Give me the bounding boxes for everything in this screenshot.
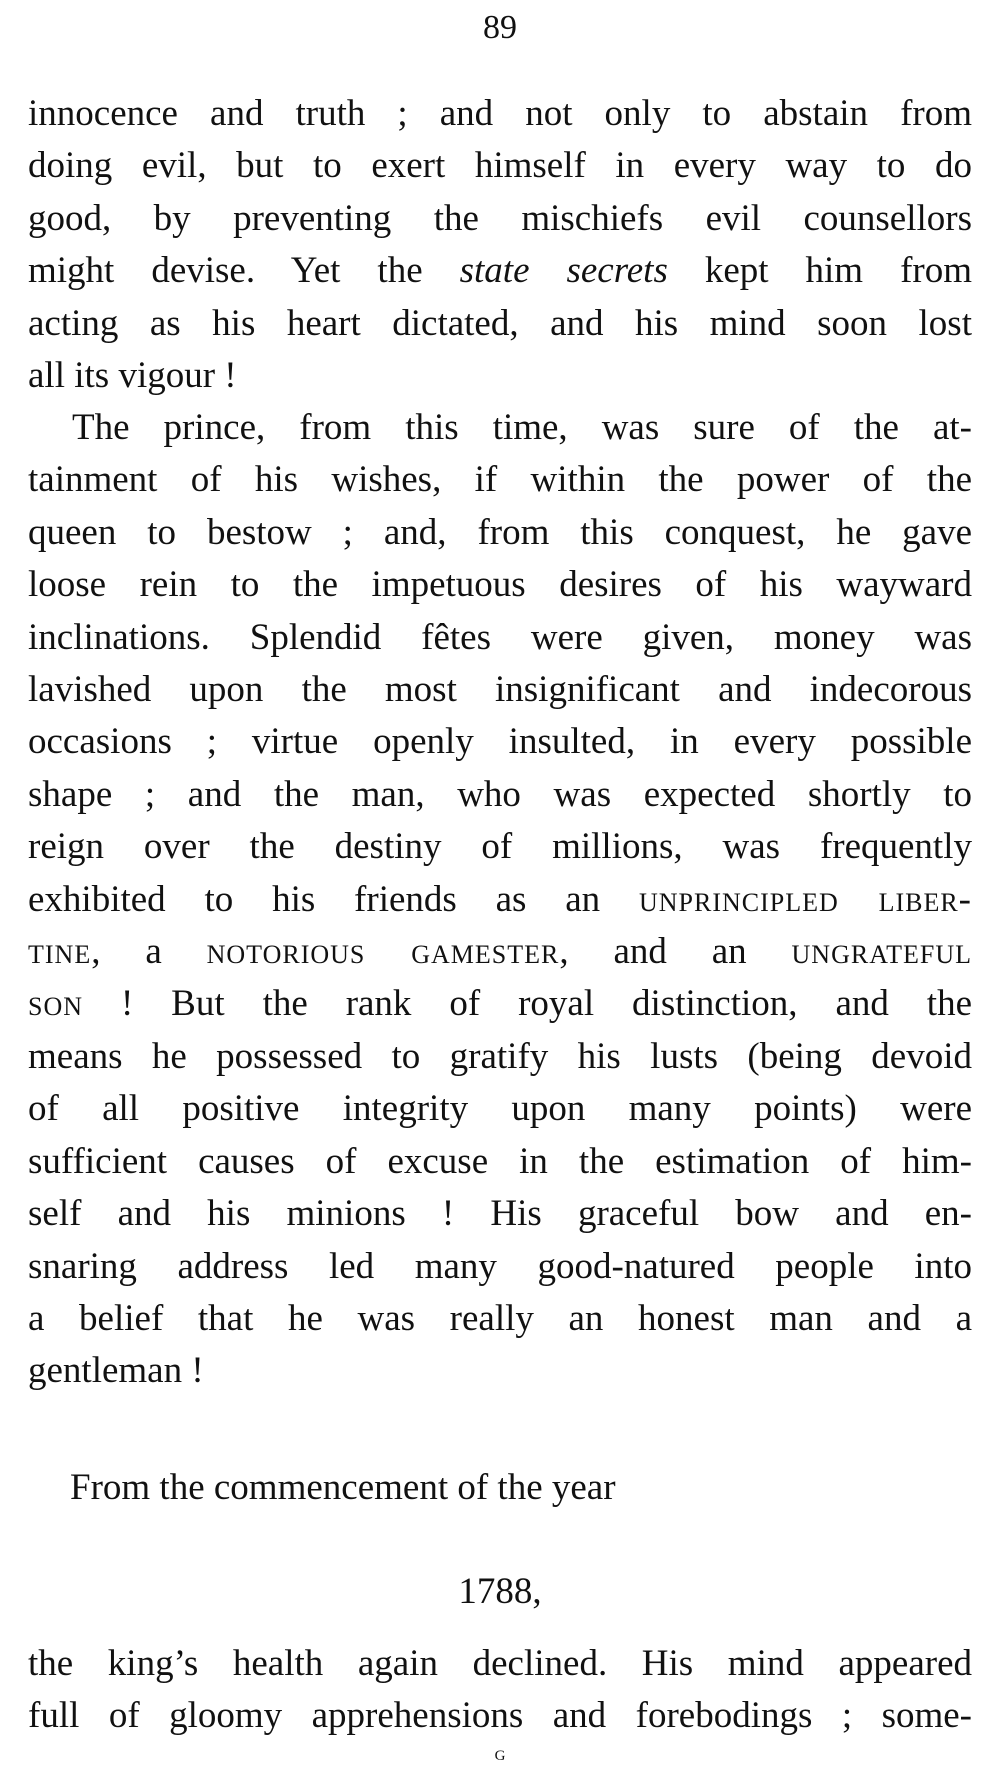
paragraph-2 [28, 402, 972, 1398]
paragraph-1 [28, 88, 972, 402]
text-run: might devise. Yet the [28, 250, 460, 292]
text-run: loose rein to the impetuous desires of his wayward [28, 564, 972, 606]
text-run: doing evil, but to exert himself in every way to do [28, 145, 972, 187]
small-caps-text: unprincipled liber- [638, 878, 972, 920]
text-run: lavished upon the most insignificant and indecorous [28, 669, 972, 711]
text-run: shape ; and the man, who was expected shortly to [28, 773, 972, 815]
text-run: a belief that he was really an honest man and a [28, 1297, 972, 1339]
text-line [28, 402, 972, 454]
text-run: good, by preventing the mischiefs evil counsellors [28, 197, 972, 239]
year-heading: 1788, [458, 1571, 542, 1612]
small-caps-text: tine [28, 931, 92, 973]
text-line [28, 193, 972, 245]
text-run: The prince, from this time, was sure of the at- [72, 407, 972, 448]
text-run: means he possessed to gratify his lusts (being devoid [28, 1035, 972, 1077]
text-line [28, 1083, 972, 1135]
text-run: snaring address led many good-natured people into [28, 1245, 972, 1287]
text-line [28, 88, 972, 140]
text-run: queen to bestow ; and, from this conquest, he gave [28, 511, 972, 553]
text-run: acting as his heart dictated, and his mind soon lost [28, 302, 972, 344]
text-run: inclinations. Splendid fêtes were given, money was [28, 616, 972, 658]
small-caps-text: notorious gamester [206, 931, 560, 973]
text-line [28, 874, 972, 926]
text-line [28, 350, 972, 402]
text-run: , and an [559, 931, 792, 973]
text-line [28, 245, 972, 297]
text-run: occasions ; virtue openly insulted, in every possible [28, 721, 972, 763]
text-line [28, 612, 972, 664]
text-run: sufficient causes of excuse in the estimation of him- [28, 1140, 972, 1182]
text-line: the king’s health again declined. His mind appeared [28, 1643, 972, 1684]
text-line [28, 1136, 972, 1188]
text-line: full of gloomy apprehensions and forebodings ; some- [28, 1695, 972, 1737]
text-run: tainment of his wishes, if within the power of the [28, 459, 972, 501]
small-caps-text: son [28, 983, 84, 1025]
page-number: 89 [483, 9, 517, 46]
text-run: ! But the rank of royal distinction, and the [83, 983, 972, 1025]
text-line [28, 926, 972, 978]
text-line [28, 298, 972, 350]
italic-text: state secrets [459, 250, 668, 292]
text-run: self and his minions ! His graceful bow and en- [28, 1193, 972, 1235]
text-run: gentleman ! [28, 1350, 204, 1392]
text-line [28, 1345, 972, 1397]
text-line [28, 507, 972, 559]
text-line [28, 1031, 972, 1083]
text-run: of all positive integrity upon many points) were [28, 1088, 972, 1130]
text-line [28, 1188, 972, 1240]
small-caps-text: ungrateful [791, 931, 972, 973]
text-line [28, 454, 972, 506]
text-line [28, 664, 972, 716]
text-run: , a [91, 931, 207, 973]
text-line [28, 716, 972, 768]
signature-mark: G [494, 1748, 506, 1764]
text-run: exhibited to his friends as an [28, 878, 639, 920]
text-run: innocence and truth ; and not only to abstain from [28, 93, 972, 134]
text-run: reign over the destiny of millions, was frequently [28, 826, 972, 868]
text-line [28, 978, 972, 1030]
text-run: kept him from [667, 250, 972, 292]
text-line [28, 1241, 972, 1293]
text-line [28, 769, 972, 821]
lead-line: From the commencement of the year [70, 1467, 616, 1508]
text-line [28, 1293, 972, 1345]
paragraph-3 [28, 1638, 972, 1743]
text-line [28, 821, 972, 873]
text-line [28, 559, 972, 611]
text-run: all its vigour ! [28, 355, 237, 397]
text-line [28, 140, 972, 192]
